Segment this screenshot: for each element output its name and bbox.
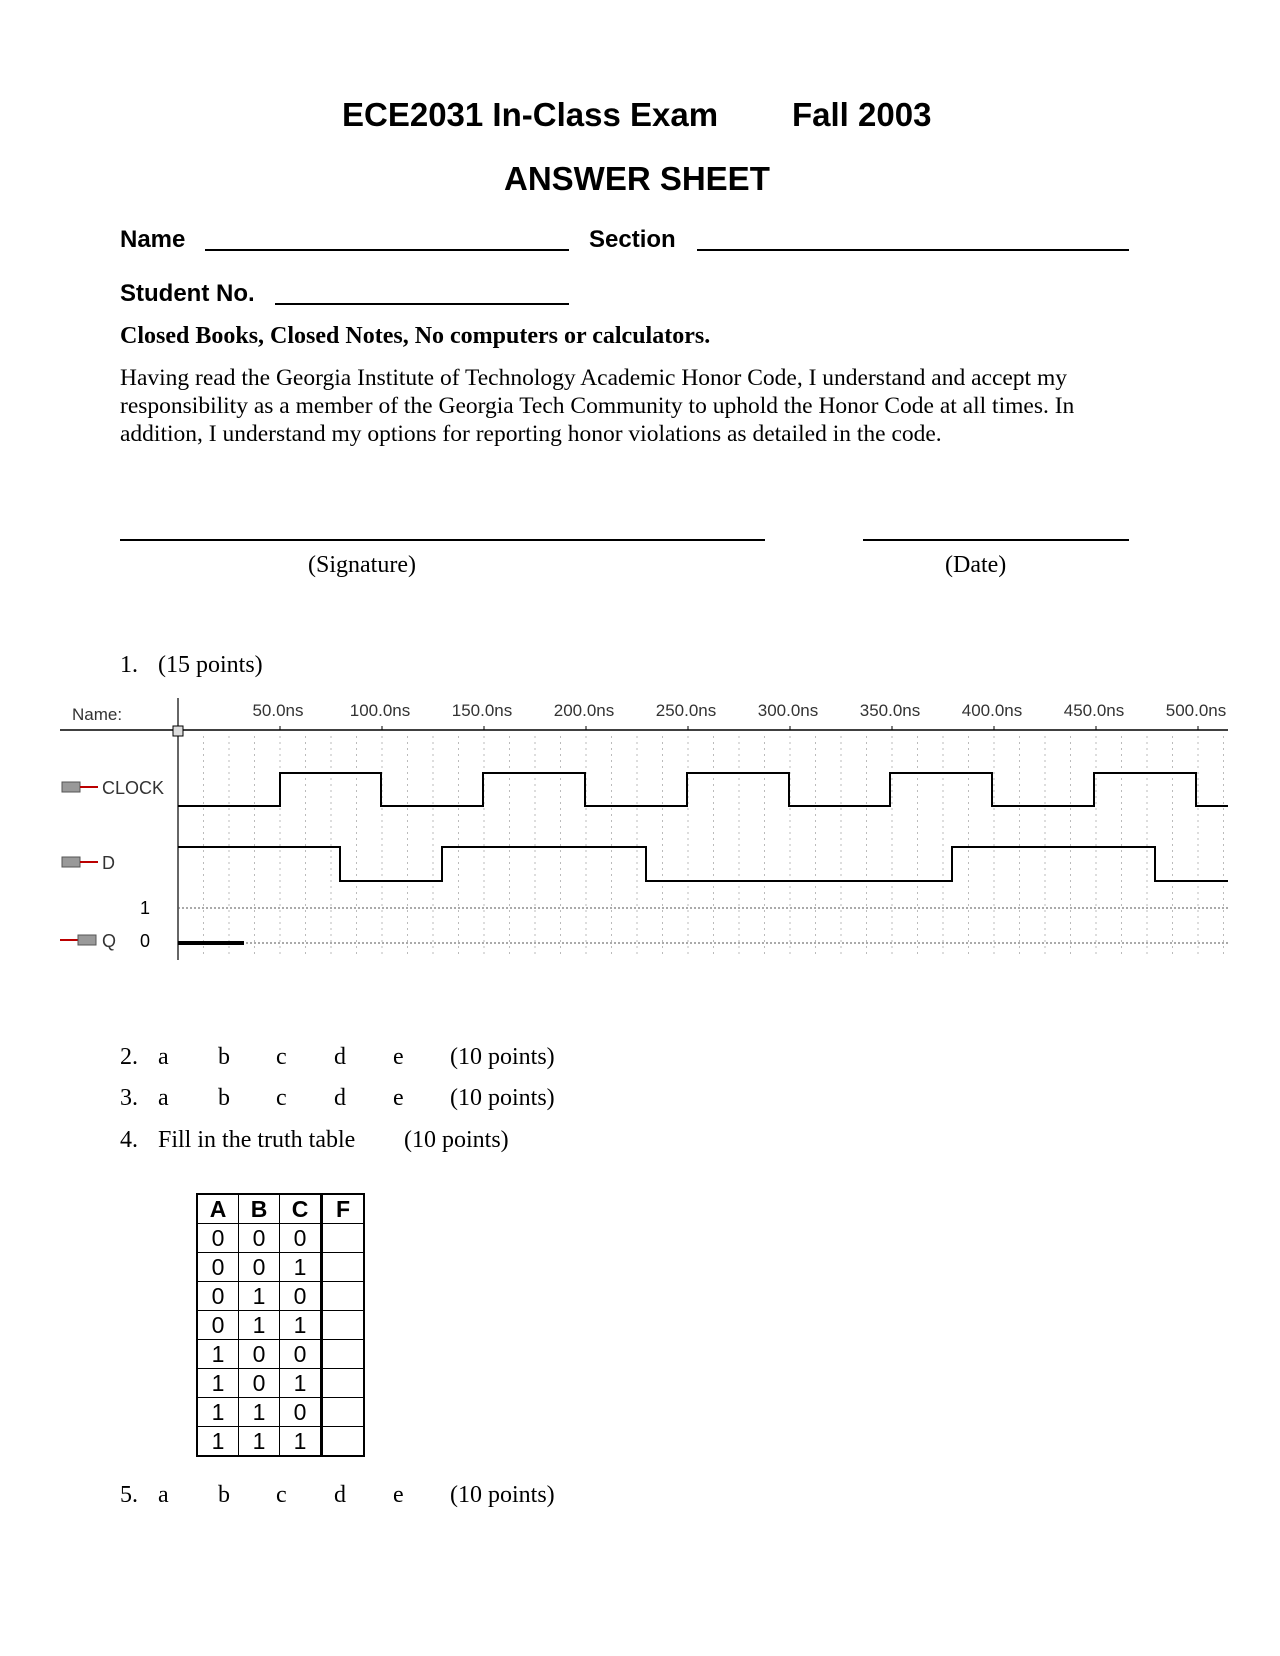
truth-table: [196, 1193, 365, 1457]
q-level-low: 0: [140, 931, 151, 951]
timing-diagram: [0, 690, 1280, 970]
q5-number: 5.: [120, 1482, 138, 1508]
student-no-field-line[interactable]: [275, 303, 569, 305]
cell-b: 1: [239, 1311, 280, 1340]
answer-sheet-heading: ANSWER SHEET: [504, 160, 770, 197]
exam-term: Fall 2003: [792, 96, 932, 133]
cell-a: 0: [197, 1224, 239, 1253]
q-level-high: 1: [140, 898, 151, 918]
time-tick-label: 350.0ns: [859, 701, 921, 720]
cell-c: 1: [280, 1311, 322, 1340]
time-tick-label: 450.0ns: [1063, 701, 1125, 720]
cell-f-input[interactable]: [322, 1340, 365, 1369]
cell-c: 0: [280, 1340, 322, 1369]
q5-choice-c[interactable]: c: [276, 1482, 287, 1508]
time-tick-label: 200.0ns: [553, 701, 615, 720]
cell-f-input[interactable]: [322, 1224, 365, 1253]
name-field-line[interactable]: [205, 249, 569, 251]
cell-a: 0: [197, 1311, 239, 1340]
name-label: Name: [120, 226, 186, 253]
cell-c: 0: [280, 1224, 322, 1253]
cell-a: 1: [197, 1398, 239, 1427]
cell-b: 0: [239, 1369, 280, 1398]
table-row: [197, 1427, 364, 1457]
cell-c: 1: [280, 1369, 322, 1398]
q3-choice-a[interactable]: a: [158, 1085, 169, 1111]
time-labels: [252, 701, 1226, 730]
cell-b: 1: [239, 1282, 280, 1311]
cell-c: 0: [280, 1398, 322, 1427]
cell-f-input[interactable]: [322, 1253, 365, 1282]
table-row: [197, 1311, 364, 1340]
cell-c: 0: [280, 1282, 322, 1311]
table-row: [197, 1253, 364, 1282]
q3-choice-e[interactable]: e: [393, 1085, 404, 1111]
header-f: F: [322, 1194, 365, 1224]
q5-choice-b[interactable]: b: [218, 1482, 230, 1508]
student-no-label: Student No.: [120, 280, 255, 307]
cell-b: 0: [239, 1253, 280, 1282]
table-row: [197, 1340, 364, 1369]
clock-waveform: [178, 773, 1228, 806]
q3-choice-c[interactable]: c: [276, 1085, 287, 1111]
q-output-pin-icon: [60, 935, 96, 945]
time-tick-label: 500.0ns: [1165, 701, 1227, 720]
section-label: Section: [589, 226, 676, 253]
section-field-line[interactable]: [697, 249, 1129, 251]
name-column-header: Name:: [72, 705, 123, 724]
cell-f-input[interactable]: [322, 1427, 365, 1457]
cell-a: 1: [197, 1340, 239, 1369]
table-row: [197, 1398, 364, 1427]
signature-line[interactable]: [120, 539, 765, 541]
cell-a: 0: [197, 1282, 239, 1311]
cell-a: 0: [197, 1253, 239, 1282]
header-c: C: [280, 1194, 322, 1224]
cell-f-input[interactable]: [322, 1282, 365, 1311]
time-tick-label: 300.0ns: [757, 701, 819, 720]
cell-b: 0: [239, 1340, 280, 1369]
q2-choice-e[interactable]: e: [393, 1044, 404, 1070]
q1-points: (15 points): [158, 652, 263, 678]
cell-f-input[interactable]: [322, 1369, 365, 1398]
cell-b: 0: [239, 1224, 280, 1253]
cell-c: 1: [280, 1253, 322, 1282]
q3-number: 3.: [120, 1085, 138, 1111]
cell-b: 1: [239, 1427, 280, 1457]
q5-points: (10 points): [450, 1482, 555, 1508]
time-tick-label: 100.0ns: [349, 701, 411, 720]
header-b: B: [239, 1194, 280, 1224]
q5-choice-d[interactable]: d: [334, 1482, 346, 1508]
q4-text: Fill in the truth table: [158, 1127, 356, 1153]
date-line[interactable]: [863, 539, 1129, 541]
exam-title: ECE2031 In-Class Exam: [342, 96, 719, 133]
q3-choice-d[interactable]: d: [334, 1085, 346, 1111]
time-tick-label: 150.0ns: [451, 701, 513, 720]
instructions: Closed Books, Closed Notes, No computers or calculators.: [120, 323, 711, 349]
header-a: A: [197, 1194, 239, 1224]
time-tick-label: 400.0ns: [961, 701, 1023, 720]
signal-name-q: Q: [102, 931, 117, 951]
q2-choice-c[interactable]: c: [276, 1044, 287, 1070]
table-row: [197, 1369, 364, 1398]
q2-choice-d[interactable]: d: [334, 1044, 346, 1070]
truth-table-header-row: [197, 1194, 364, 1224]
cell-f-input[interactable]: [322, 1311, 365, 1340]
q2-points: (10 points): [450, 1044, 555, 1070]
q4-points: (10 points): [404, 1127, 509, 1153]
table-row: [197, 1224, 364, 1253]
q5-choice-a[interactable]: a: [158, 1482, 169, 1508]
clock-input-pin-icon: [62, 782, 98, 792]
table-row: [197, 1282, 364, 1311]
honor-statement: Having read the Georgia Institute of Technology Academic Honor Code, I understand and accept my responsibility as a member of the Georgia Tech Community to uphold the Honor Code at all times. In addition, I understand my options for reporting honor violations as detailed in the code.: [120, 365, 1075, 447]
cell-a: 1: [197, 1427, 239, 1457]
cell-a: 1: [197, 1369, 239, 1398]
cell-f-input[interactable]: [322, 1398, 365, 1427]
signature-label: (Signature): [308, 552, 416, 578]
q3-choice-b[interactable]: b: [218, 1085, 230, 1111]
time-tick-label: 250.0ns: [655, 701, 717, 720]
d-input-pin-icon: [62, 857, 98, 867]
q4-number: 4.: [120, 1127, 138, 1153]
cell-c: 1: [280, 1427, 322, 1457]
time-tick-label: 50.0ns: [252, 701, 304, 720]
date-label: (Date): [945, 552, 1007, 578]
time-cursor-icon[interactable]: [173, 726, 183, 736]
q3-points: (10 points): [450, 1085, 555, 1111]
q2-number: 2.: [120, 1044, 138, 1070]
signal-name-d: D: [102, 853, 115, 873]
signal-name-clock: CLOCK: [102, 778, 165, 798]
q5-choice-e[interactable]: e: [393, 1482, 404, 1508]
q2-choice-a[interactable]: a: [158, 1044, 169, 1070]
q1-number: 1.: [120, 652, 138, 678]
cell-b: 1: [239, 1398, 280, 1427]
q2-choice-b[interactable]: b: [218, 1044, 230, 1070]
